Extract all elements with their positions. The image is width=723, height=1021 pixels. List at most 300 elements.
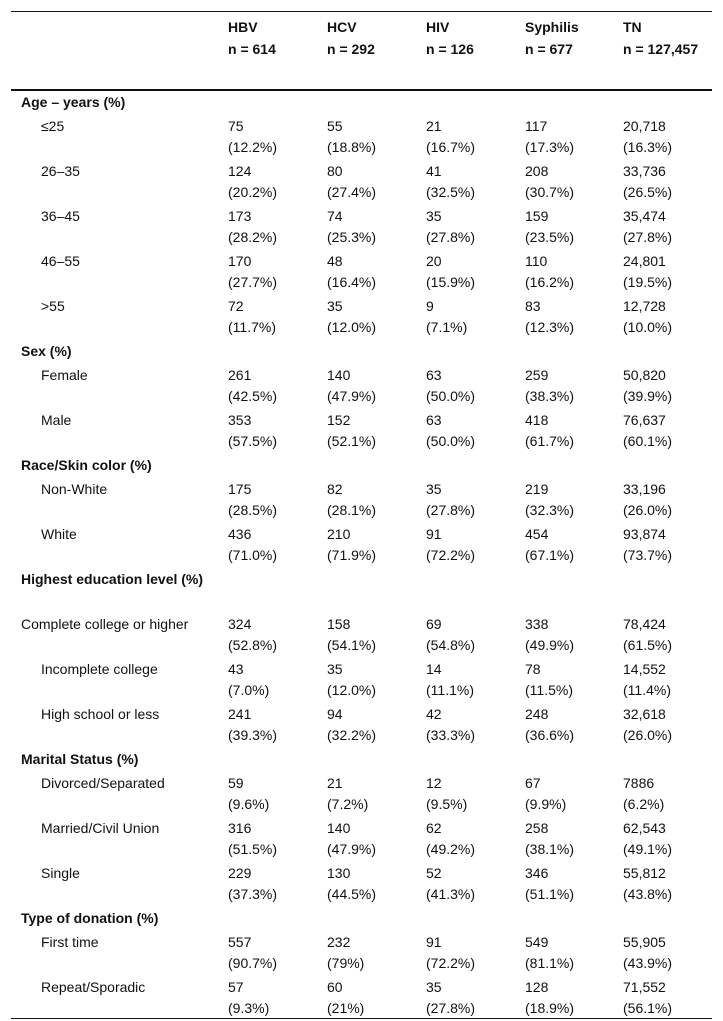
section-empty-cell (317, 90, 416, 115)
cell-count: 21 (327, 775, 343, 791)
table-cell (218, 478, 317, 523)
table-cell (218, 295, 317, 340)
table-cell (317, 205, 416, 250)
table-cell (515, 613, 613, 658)
cell-count: 130 (327, 865, 351, 881)
section-empty-cell (613, 907, 712, 931)
row-label: White (41, 526, 77, 542)
cell-count: 549 (525, 934, 549, 950)
cell-count: 14 (426, 661, 442, 677)
cell-percent: (52.8%) (228, 636, 278, 653)
table-row (11, 478, 712, 523)
cell-percent: (9.5%) (426, 795, 468, 812)
table-cell (317, 817, 416, 862)
cell-percent: (37.3%) (228, 885, 278, 902)
table-cell (416, 703, 515, 748)
table-cell (218, 205, 317, 250)
table-cell (218, 409, 317, 454)
table-cell (613, 250, 712, 295)
section-title: Race/Skin color (%) (21, 457, 152, 473)
table-header (11, 12, 712, 90)
table-cell (218, 658, 317, 703)
cell-percent: (25.3%) (327, 228, 377, 245)
cell-count: 140 (327, 820, 351, 836)
section-empty-cell (218, 90, 317, 115)
cell-count: 80 (327, 163, 343, 179)
table-cell (613, 976, 712, 1019)
table-cell (515, 862, 613, 907)
cell-percent: (61.5%) (623, 636, 673, 653)
cell-percent: (28.5%) (228, 501, 278, 518)
table-cell (317, 115, 416, 160)
demographics-table-container (11, 11, 712, 1019)
cell-percent: (16.7%) (426, 138, 476, 155)
cell-percent: (73.7%) (623, 546, 673, 563)
header-row-names (11, 12, 712, 39)
section-empty-cell (515, 907, 613, 931)
cell-percent: (32.5%) (426, 183, 476, 200)
cell-count: 454 (525, 526, 549, 542)
header-syphilis: Syphilis (525, 19, 579, 35)
table-cell (317, 931, 416, 976)
cell-count: 35 (426, 208, 442, 224)
table-row (11, 862, 712, 907)
header-syphilis-n: n = 677 (515, 39, 613, 90)
cell-percent: (43.9%) (623, 954, 673, 971)
cell-percent: (16.2%) (525, 273, 575, 290)
cell-count: 219 (525, 481, 549, 497)
cell-percent: (9.6%) (228, 795, 270, 812)
cell-percent: (27.8%) (426, 501, 476, 518)
section-empty-cell (218, 454, 317, 478)
table-cell (613, 295, 712, 340)
cell-percent: (20.2%) (228, 183, 278, 200)
cell-percent: (18.9%) (525, 999, 575, 1016)
section-empty-cell (613, 748, 712, 772)
section-empty-cell (218, 340, 317, 364)
cell-percent: (10.0%) (623, 318, 673, 335)
table-cell (416, 409, 515, 454)
cell-count: 20 (426, 253, 442, 269)
cell-count: 208 (525, 163, 549, 179)
table-cell (416, 523, 515, 568)
table-cell (416, 862, 515, 907)
table-cell (416, 295, 515, 340)
table-cell (416, 205, 515, 250)
section-title: Sex (%) (21, 343, 72, 359)
cell-count: 9 (426, 298, 434, 314)
cell-percent: (39.9%) (623, 387, 673, 404)
cell-count: 346 (525, 865, 549, 881)
table-cell (613, 862, 712, 907)
section-empty-cell (416, 907, 515, 931)
cell-percent: (23.5%) (525, 228, 575, 245)
section-empty-cell (515, 568, 613, 613)
section-header-row (11, 454, 712, 478)
cell-percent: (47.9%) (327, 387, 377, 404)
table-cell (515, 478, 613, 523)
cell-percent: (9.9%) (525, 795, 567, 812)
cell-count: 62,543 (623, 820, 666, 836)
demographics-table (11, 12, 712, 1019)
cell-count: 35,474 (623, 208, 666, 224)
cell-count: 71,552 (623, 979, 666, 995)
table-cell (515, 364, 613, 409)
cell-count: 12,728 (623, 298, 666, 314)
section-header-row (11, 90, 712, 115)
row-label: >55 (41, 298, 65, 314)
table-cell (613, 523, 712, 568)
cell-count: 55,905 (623, 934, 666, 950)
table-cell (218, 613, 317, 658)
cell-percent: (7.2%) (327, 795, 369, 812)
table-cell (613, 160, 712, 205)
table-row (11, 409, 712, 454)
cell-percent: (28.1%) (327, 501, 377, 518)
cell-count: 35 (426, 481, 442, 497)
section-header-row (11, 907, 712, 931)
cell-percent: (33.3%) (426, 726, 476, 743)
section-empty-cell (317, 568, 416, 613)
table-cell (416, 817, 515, 862)
cell-percent: (12.0%) (327, 318, 377, 335)
cell-count: 261 (228, 367, 252, 383)
cell-count: 338 (525, 616, 549, 632)
table-row (11, 115, 712, 160)
table-cell (416, 658, 515, 703)
cell-count: 418 (525, 412, 549, 428)
table-cell (218, 160, 317, 205)
cell-percent: (79%) (327, 954, 365, 971)
cell-count: 78 (525, 661, 541, 677)
table-cell (317, 250, 416, 295)
row-label: 36–45 (41, 208, 80, 224)
cell-percent: (49.2%) (426, 840, 476, 857)
row-label: 26–35 (41, 163, 80, 179)
header-blank-cell (11, 39, 218, 90)
row-label: Male (41, 412, 72, 428)
cell-count: 62 (426, 820, 442, 836)
cell-percent: (81.1%) (525, 954, 575, 971)
section-empty-cell (218, 568, 317, 613)
section-empty-cell (515, 748, 613, 772)
cell-count: 210 (327, 526, 351, 542)
table-cell (515, 772, 613, 817)
section-empty-cell (515, 90, 613, 115)
section-title: Age – years (%) (21, 94, 126, 110)
table-cell (317, 478, 416, 523)
cell-count: 258 (525, 820, 549, 836)
cell-percent: (36.6%) (525, 726, 575, 743)
cell-count: 63 (426, 367, 442, 383)
cell-percent: (17.3%) (525, 138, 575, 155)
table-row (11, 703, 712, 748)
cell-count: 152 (327, 412, 351, 428)
table-cell (613, 364, 712, 409)
cell-percent: (47.9%) (327, 840, 377, 857)
cell-count: 140 (327, 367, 351, 383)
cell-count: 83 (525, 298, 541, 314)
table-cell (515, 115, 613, 160)
cell-percent: (18.8%) (327, 138, 377, 155)
table-row (11, 817, 712, 862)
cell-count: 50,820 (623, 367, 666, 383)
table-cell (515, 817, 613, 862)
cell-count: 33,736 (623, 163, 666, 179)
table-cell (416, 115, 515, 160)
cell-count: 67 (525, 775, 541, 791)
section-empty-cell (218, 907, 317, 931)
cell-count: 63 (426, 412, 442, 428)
table-cell (317, 160, 416, 205)
section-empty-cell (317, 748, 416, 772)
table-cell (218, 364, 317, 409)
cell-percent: (44.5%) (327, 885, 377, 902)
header-hbv-n: n = 614 (218, 39, 317, 90)
header-hiv: HIV (426, 19, 450, 35)
cell-count: 353 (228, 412, 252, 428)
table-cell (317, 523, 416, 568)
cell-count: 159 (525, 208, 549, 224)
table-cell (515, 931, 613, 976)
cell-percent: (71.0%) (228, 546, 278, 563)
cell-count: 117 (525, 118, 548, 134)
cell-percent: (43.8%) (623, 885, 673, 902)
cell-count: 91 (426, 526, 442, 542)
cell-percent: (30.7%) (525, 183, 575, 200)
cell-percent: (21%) (327, 999, 365, 1016)
section-empty-cell (317, 340, 416, 364)
table-cell (613, 409, 712, 454)
cell-percent: (56.1%) (623, 999, 673, 1016)
row-label: Non-White (41, 481, 108, 497)
cell-count: 75 (228, 118, 244, 134)
table-cell (613, 817, 712, 862)
cell-percent: (27.7%) (228, 273, 278, 290)
table-cell (515, 295, 613, 340)
cell-count: 91 (426, 934, 442, 950)
table-cell (416, 976, 515, 1019)
row-label: High school or less (41, 706, 160, 722)
cell-percent: (72.2%) (426, 954, 476, 971)
cell-percent: (27.8%) (623, 228, 673, 245)
cell-count: 55,812 (623, 865, 666, 881)
cell-percent: (26.0%) (623, 501, 673, 518)
table-row (11, 205, 712, 250)
table-row (11, 613, 712, 658)
header-tn-n: n = 127,457 (613, 39, 712, 90)
cell-count: 78,424 (623, 616, 666, 632)
cell-count: 248 (525, 706, 549, 722)
table-cell (317, 613, 416, 658)
table-cell (613, 613, 712, 658)
cell-count: 557 (228, 934, 252, 950)
table-cell (317, 976, 416, 1019)
cell-count: 12 (426, 775, 442, 791)
cell-count: 60 (327, 979, 343, 995)
table-cell (613, 115, 712, 160)
table-row (11, 250, 712, 295)
cell-percent: (60.1%) (623, 432, 673, 449)
section-empty-cell (416, 748, 515, 772)
table-cell (416, 613, 515, 658)
section-empty-cell (416, 568, 515, 613)
table-cell (317, 772, 416, 817)
table-cell (416, 772, 515, 817)
cell-percent: (12.3%) (525, 318, 575, 335)
section-empty-cell (515, 340, 613, 364)
cell-count: 35 (327, 298, 343, 314)
cell-count: 20,718 (623, 118, 666, 134)
table-cell (317, 862, 416, 907)
cell-percent: (26.0%) (623, 726, 673, 743)
cell-count: 128 (525, 979, 549, 995)
cell-count: 69 (426, 616, 442, 632)
cell-count: 316 (228, 820, 252, 836)
header-hcv-n: n = 292 (317, 39, 416, 90)
row-label: First time (41, 934, 99, 950)
cell-percent: (51.1%) (525, 885, 575, 902)
row-label: Complete college or higher (21, 616, 189, 632)
cell-percent: (32.3%) (525, 501, 575, 518)
cell-count: 14,552 (623, 661, 666, 677)
table-cell (613, 658, 712, 703)
table-cell (218, 523, 317, 568)
cell-percent: (26.5%) (623, 183, 673, 200)
cell-percent: (38.3%) (525, 387, 575, 404)
cell-count: 33,196 (623, 481, 666, 497)
table-cell (515, 976, 613, 1019)
cell-percent: (12.0%) (327, 681, 377, 698)
cell-count: 32,618 (623, 706, 666, 722)
section-empty-cell (218, 748, 317, 772)
table-cell (218, 931, 317, 976)
cell-percent: (27.8%) (426, 999, 476, 1016)
cell-count: 175 (228, 481, 252, 497)
section-header-row (11, 748, 712, 772)
cell-percent: (67.1%) (525, 546, 575, 563)
header-hcv: HCV (327, 19, 357, 35)
cell-percent: (16.4%) (327, 273, 377, 290)
section-empty-cell (416, 340, 515, 364)
cell-count: 7886 (623, 775, 655, 791)
cell-percent: (71.9%) (327, 546, 377, 563)
cell-percent: (11.7%) (228, 318, 276, 335)
header-hiv-n: n = 126 (416, 39, 515, 90)
table-cell (317, 658, 416, 703)
table-cell (613, 478, 712, 523)
row-label: Divorced/Separated (41, 775, 165, 791)
cell-percent: (32.2%) (327, 726, 377, 743)
table-cell (317, 295, 416, 340)
table-cell (613, 205, 712, 250)
row-label: Single (41, 865, 80, 881)
cell-count: 74 (327, 208, 343, 224)
cell-count: 59 (228, 775, 244, 791)
table-cell (218, 703, 317, 748)
row-label: Married/Civil Union (41, 820, 160, 836)
section-empty-cell (613, 340, 712, 364)
row-label: ≤25 (41, 118, 65, 134)
cell-count: 21 (426, 118, 442, 134)
cell-count: 43 (228, 661, 244, 677)
cell-count: 42 (426, 706, 442, 722)
section-title: Highest education level (%) (21, 571, 204, 587)
table-cell (416, 931, 515, 976)
section-empty-cell (613, 568, 712, 613)
cell-count: 124 (228, 163, 252, 179)
cell-percent: (6.2%) (623, 795, 665, 812)
table-row (11, 772, 712, 817)
section-empty-cell (613, 454, 712, 478)
cell-percent: (19.5%) (623, 273, 673, 290)
cell-count: 170 (228, 253, 252, 269)
cell-percent: (51.5%) (228, 840, 278, 857)
table-cell (416, 364, 515, 409)
section-header-row (11, 340, 712, 364)
cell-percent: (90.7%) (228, 954, 278, 971)
row-label: 46–55 (41, 253, 80, 269)
table-cell (515, 205, 613, 250)
table-cell (317, 409, 416, 454)
cell-count: 41 (426, 163, 442, 179)
cell-count: 259 (525, 367, 549, 383)
section-empty-cell (416, 454, 515, 478)
cell-percent: (54.8%) (426, 636, 476, 653)
cell-percent: (50.0%) (426, 432, 476, 449)
header-blank-cell (11, 12, 218, 39)
cell-percent: (11.4%) (623, 681, 671, 698)
cell-count: 57 (228, 979, 244, 995)
cell-count: 241 (228, 706, 252, 722)
row-label: Repeat/Sporadic (11, 976, 218, 1019)
cell-percent: (57.5%) (228, 432, 278, 449)
table-cell (515, 160, 613, 205)
cell-percent: (49.1%) (623, 840, 673, 857)
cell-count: 82 (327, 481, 343, 497)
cell-percent: (52.1%) (327, 432, 377, 449)
section-title: Marital Status (%) (21, 751, 139, 767)
cell-percent: (7.1%) (426, 318, 468, 335)
cell-percent: (7.0%) (228, 681, 270, 698)
row-label: Incomplete college (41, 661, 158, 677)
header-hbv: HBV (228, 19, 258, 35)
section-empty-cell (613, 90, 712, 115)
cell-count: 35 (327, 661, 343, 677)
table-cell (218, 862, 317, 907)
table-cell (218, 976, 317, 1019)
table-cell (416, 478, 515, 523)
cell-percent: (16.3%) (623, 138, 673, 155)
table-cell (515, 703, 613, 748)
cell-percent: (39.3%) (228, 726, 278, 743)
table-row (11, 658, 712, 703)
row-label: Female (41, 367, 88, 383)
cell-percent: (54.1%) (327, 636, 377, 653)
table-row (11, 295, 712, 340)
table-cell (218, 115, 317, 160)
cell-percent: (38.1%) (525, 840, 575, 857)
table-cell (416, 250, 515, 295)
cell-percent: (50.0%) (426, 387, 476, 404)
table-body (11, 90, 712, 1019)
table-cell (218, 772, 317, 817)
table-row (11, 931, 712, 976)
cell-count: 232 (327, 934, 351, 950)
cell-count: 229 (228, 865, 252, 881)
table-cell (613, 703, 712, 748)
cell-count: 173 (228, 208, 252, 224)
